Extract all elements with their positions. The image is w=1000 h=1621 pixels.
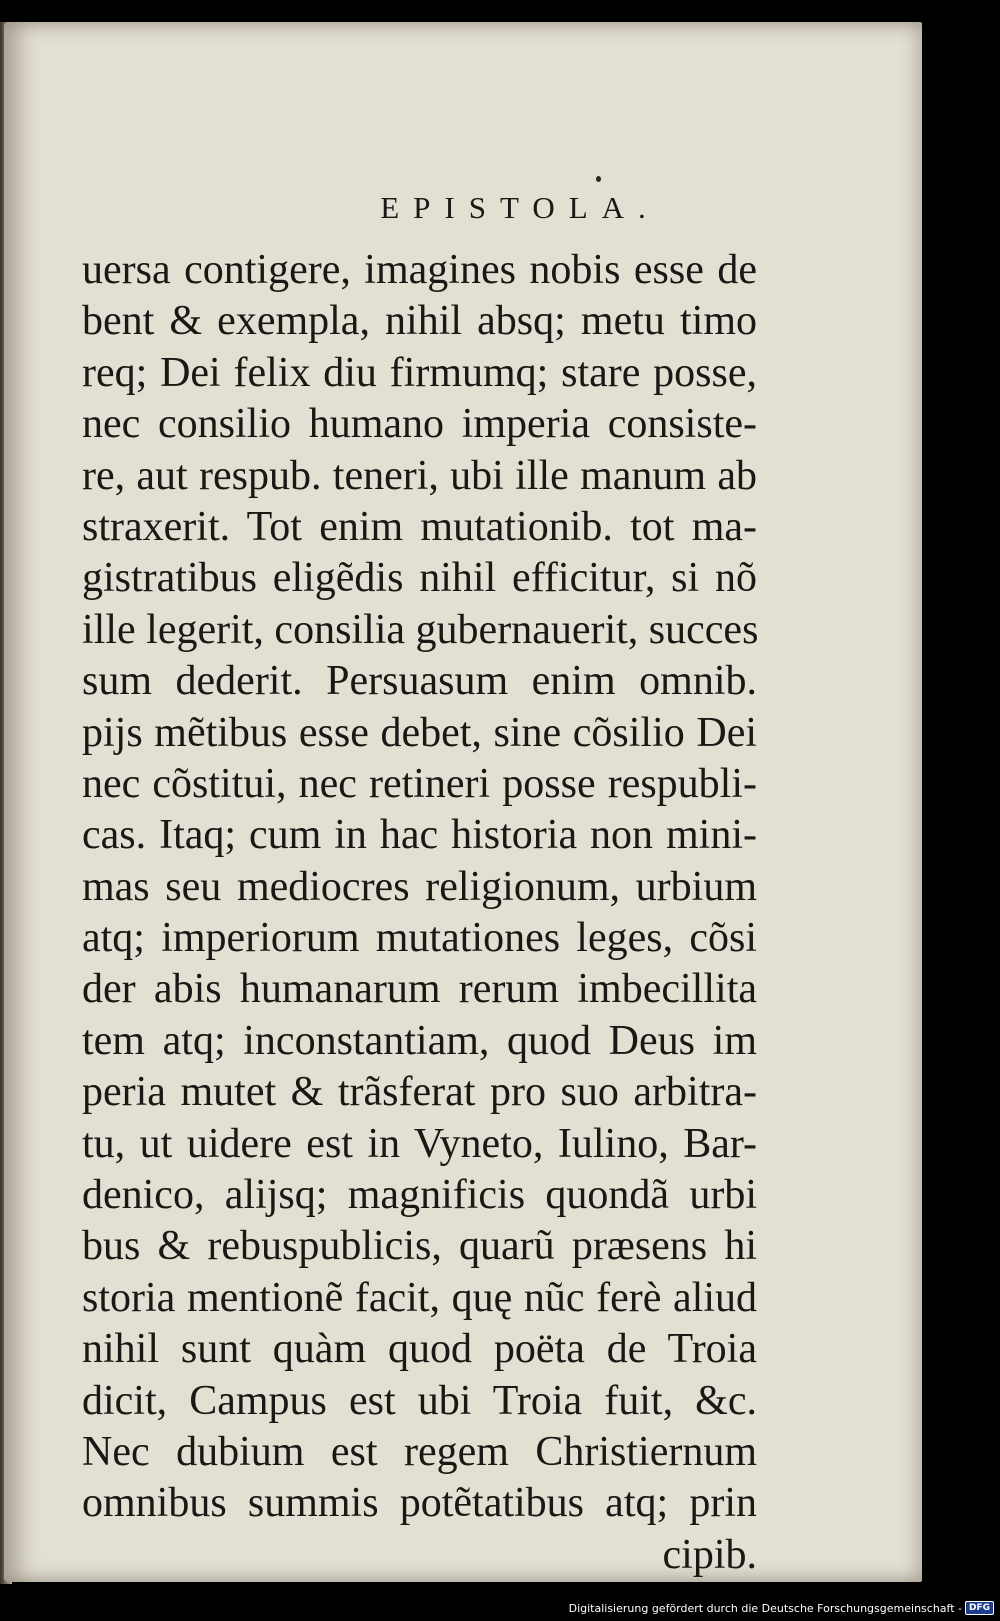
text-line: cipib. (662, 1531, 757, 1578)
text-line: tem atq; inconstantiam, quod Deus im (82, 1017, 757, 1064)
text-line: nihil sunt quàm quod poëta de Troia (82, 1326, 757, 1373)
text-line: nec consilio humano imperia consiste- (82, 401, 757, 448)
text-line: bus & rebuspublicis, quarũ præsens hi (82, 1223, 757, 1270)
text-line: straxerit. Tot enim mutationib. tot ma- (82, 503, 757, 550)
running-header: EPISTOLA. (380, 190, 660, 225)
text-line: tu, ut uidere est in Vyneto, Iulino, Bar- (82, 1120, 757, 1167)
text-line: ille legerit, consilia gubernauerit, succes (82, 606, 759, 653)
ink-speck (596, 176, 601, 182)
body-text (82, 245, 757, 1581)
text-line: atq; imperiorum mutationes leges, cõsi (82, 915, 757, 962)
text-line: cas. Itaq; cum in hac historia non mini- (82, 812, 757, 859)
text-line: dicit, Campus est ubi Troia fuit, &c. (82, 1377, 757, 1424)
credit-text: Digitalisierung gefördert durch die Deutsche Forschungsgemeinschaft - (568, 1601, 962, 1615)
text-line: re, aut respub. teneri, ubi ille manum ab (82, 452, 757, 499)
text-line: sum dederit. Persuasum enim omnib. (82, 658, 757, 705)
text-line: bent & exempla, nihil absq; metu timo (82, 298, 757, 345)
text-line: gistratibus eligẽdis nihil efficitur, si nõ (82, 555, 757, 602)
dfg-logo: DFG (965, 1601, 994, 1615)
text-line: nec cõstitui, nec retineri posse respubli- (82, 760, 757, 807)
text-line: omnibus summis potẽtatibus atq; prin (82, 1480, 757, 1527)
digitization-credit (569, 1600, 994, 1616)
text-line: Nec dubium est regem Christiernum (82, 1428, 757, 1475)
text-line: denico, alijsq; magnificis quondã urbi (82, 1172, 757, 1219)
text-line: pijs mẽtibus esse debet, sine cõsilio Dei (82, 709, 757, 756)
text-line: peria mutet & trãsferat pro suo arbitra- (82, 1069, 757, 1116)
text-line: der abis humanarum rerum imbecillita (82, 966, 757, 1013)
text-line: req; Dei felix diu firmumq; stare posse, (82, 349, 757, 396)
text-line: mas seu mediocres religionum, urbium (82, 863, 757, 910)
text-line: storia mentionẽ facit, quę nũc ferè aliud (82, 1274, 757, 1321)
text-line: uersa contigere, imagines nobis esse de (82, 247, 757, 293)
